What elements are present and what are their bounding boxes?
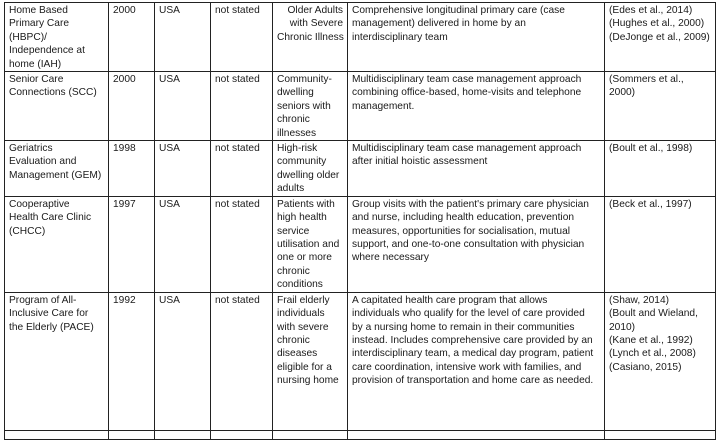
country-cell: USA <box>155 3 211 72</box>
table-row <box>5 196 716 292</box>
program-cell: Cooperaptive Health Care Clinic (CHCC) <box>5 196 109 292</box>
year-cell: 2000 <box>109 72 155 141</box>
country-cell: USA <box>155 292 211 430</box>
year-cell: 1992 <box>109 292 155 430</box>
description-cell: Comprehensive longitudinal primary care (case management) delivered in home by an interdisciplinary team <box>348 3 605 72</box>
population-cell: Patients with high health service utilisation and one or more chronic conditions <box>273 196 348 292</box>
references-cell: (Shaw, 2014) (Boult and Wieland, 2010) (Kane et al., 1992) (Lynch et al., 2008) (Casiano, 2015) <box>605 292 716 430</box>
table-row <box>5 141 716 197</box>
description-cell: Multidisciplinary team case management approach combining office-based, home-visits and telephone management. <box>348 72 605 141</box>
year-cell: 1997 <box>109 196 155 292</box>
table-row <box>5 3 716 72</box>
references-cell: (Edes et al., 2014) (Hughes et al., 2000) (DeJonge et al., 2009) <box>605 3 716 72</box>
programs-table <box>4 2 716 440</box>
programs-table-body <box>5 3 716 440</box>
cost-cell: not stated <box>211 292 273 430</box>
references-cell: (Beck et al., 1997) <box>605 196 716 292</box>
population-cell: Community- dwelling seniors with chronic illnesses <box>273 72 348 141</box>
population-cell: Frail elderly individuals with severe chronic diseases eligible for a nursing home <box>273 292 348 430</box>
cost-cell: not stated <box>211 72 273 141</box>
country-cell: USA <box>155 196 211 292</box>
table-row <box>5 292 716 430</box>
year-cell: 1998 <box>109 141 155 197</box>
population-cell: High-risk community dwelling older adults <box>273 141 348 197</box>
country-cell: USA <box>155 72 211 141</box>
table-row <box>5 72 716 141</box>
cost-cell: not stated <box>211 141 273 197</box>
program-cell: Senior Care Connections (SCC) <box>5 72 109 141</box>
description-cell: A capitated health care program that allows individuals who qualify for the level of care provided by a nursing home to remain in their communities instead. Includes comprehensive care provided by an interdisciplinary team, a medical day program, patient care coordination, intensive work with families, and provision of transportation and home care as needed. <box>348 292 605 430</box>
description-cell: Multidisciplinary team case management approach after initial hoistic assessment <box>348 141 605 197</box>
year-cell: 2000 <box>109 3 155 72</box>
references-cell: (Boult et al., 1998) <box>605 141 716 197</box>
cost-cell: not stated <box>211 196 273 292</box>
program-cell: Home Based Primary Care (HBPC)/ Independence at home (IAH) <box>5 3 109 72</box>
country-cell: USA <box>155 141 211 197</box>
program-cell: Geriatrics Evaluation and Management (GEM) <box>5 141 109 197</box>
references-cell: (Sommers et al., 2000) <box>605 72 716 141</box>
program-cell: Program of All- Inclusive Care for the Elderly (PACE) <box>5 292 109 430</box>
description-cell: Group visits with the patient's primary care physician and nurse, including health education, prevention measures, opportunities for socialisation, mutual support, and one-to-one consultation with physician where necessary <box>348 196 605 292</box>
population-cell: Older Adults with Severe Chronic Illness <box>273 3 348 72</box>
cost-cell: not stated <box>211 3 273 72</box>
